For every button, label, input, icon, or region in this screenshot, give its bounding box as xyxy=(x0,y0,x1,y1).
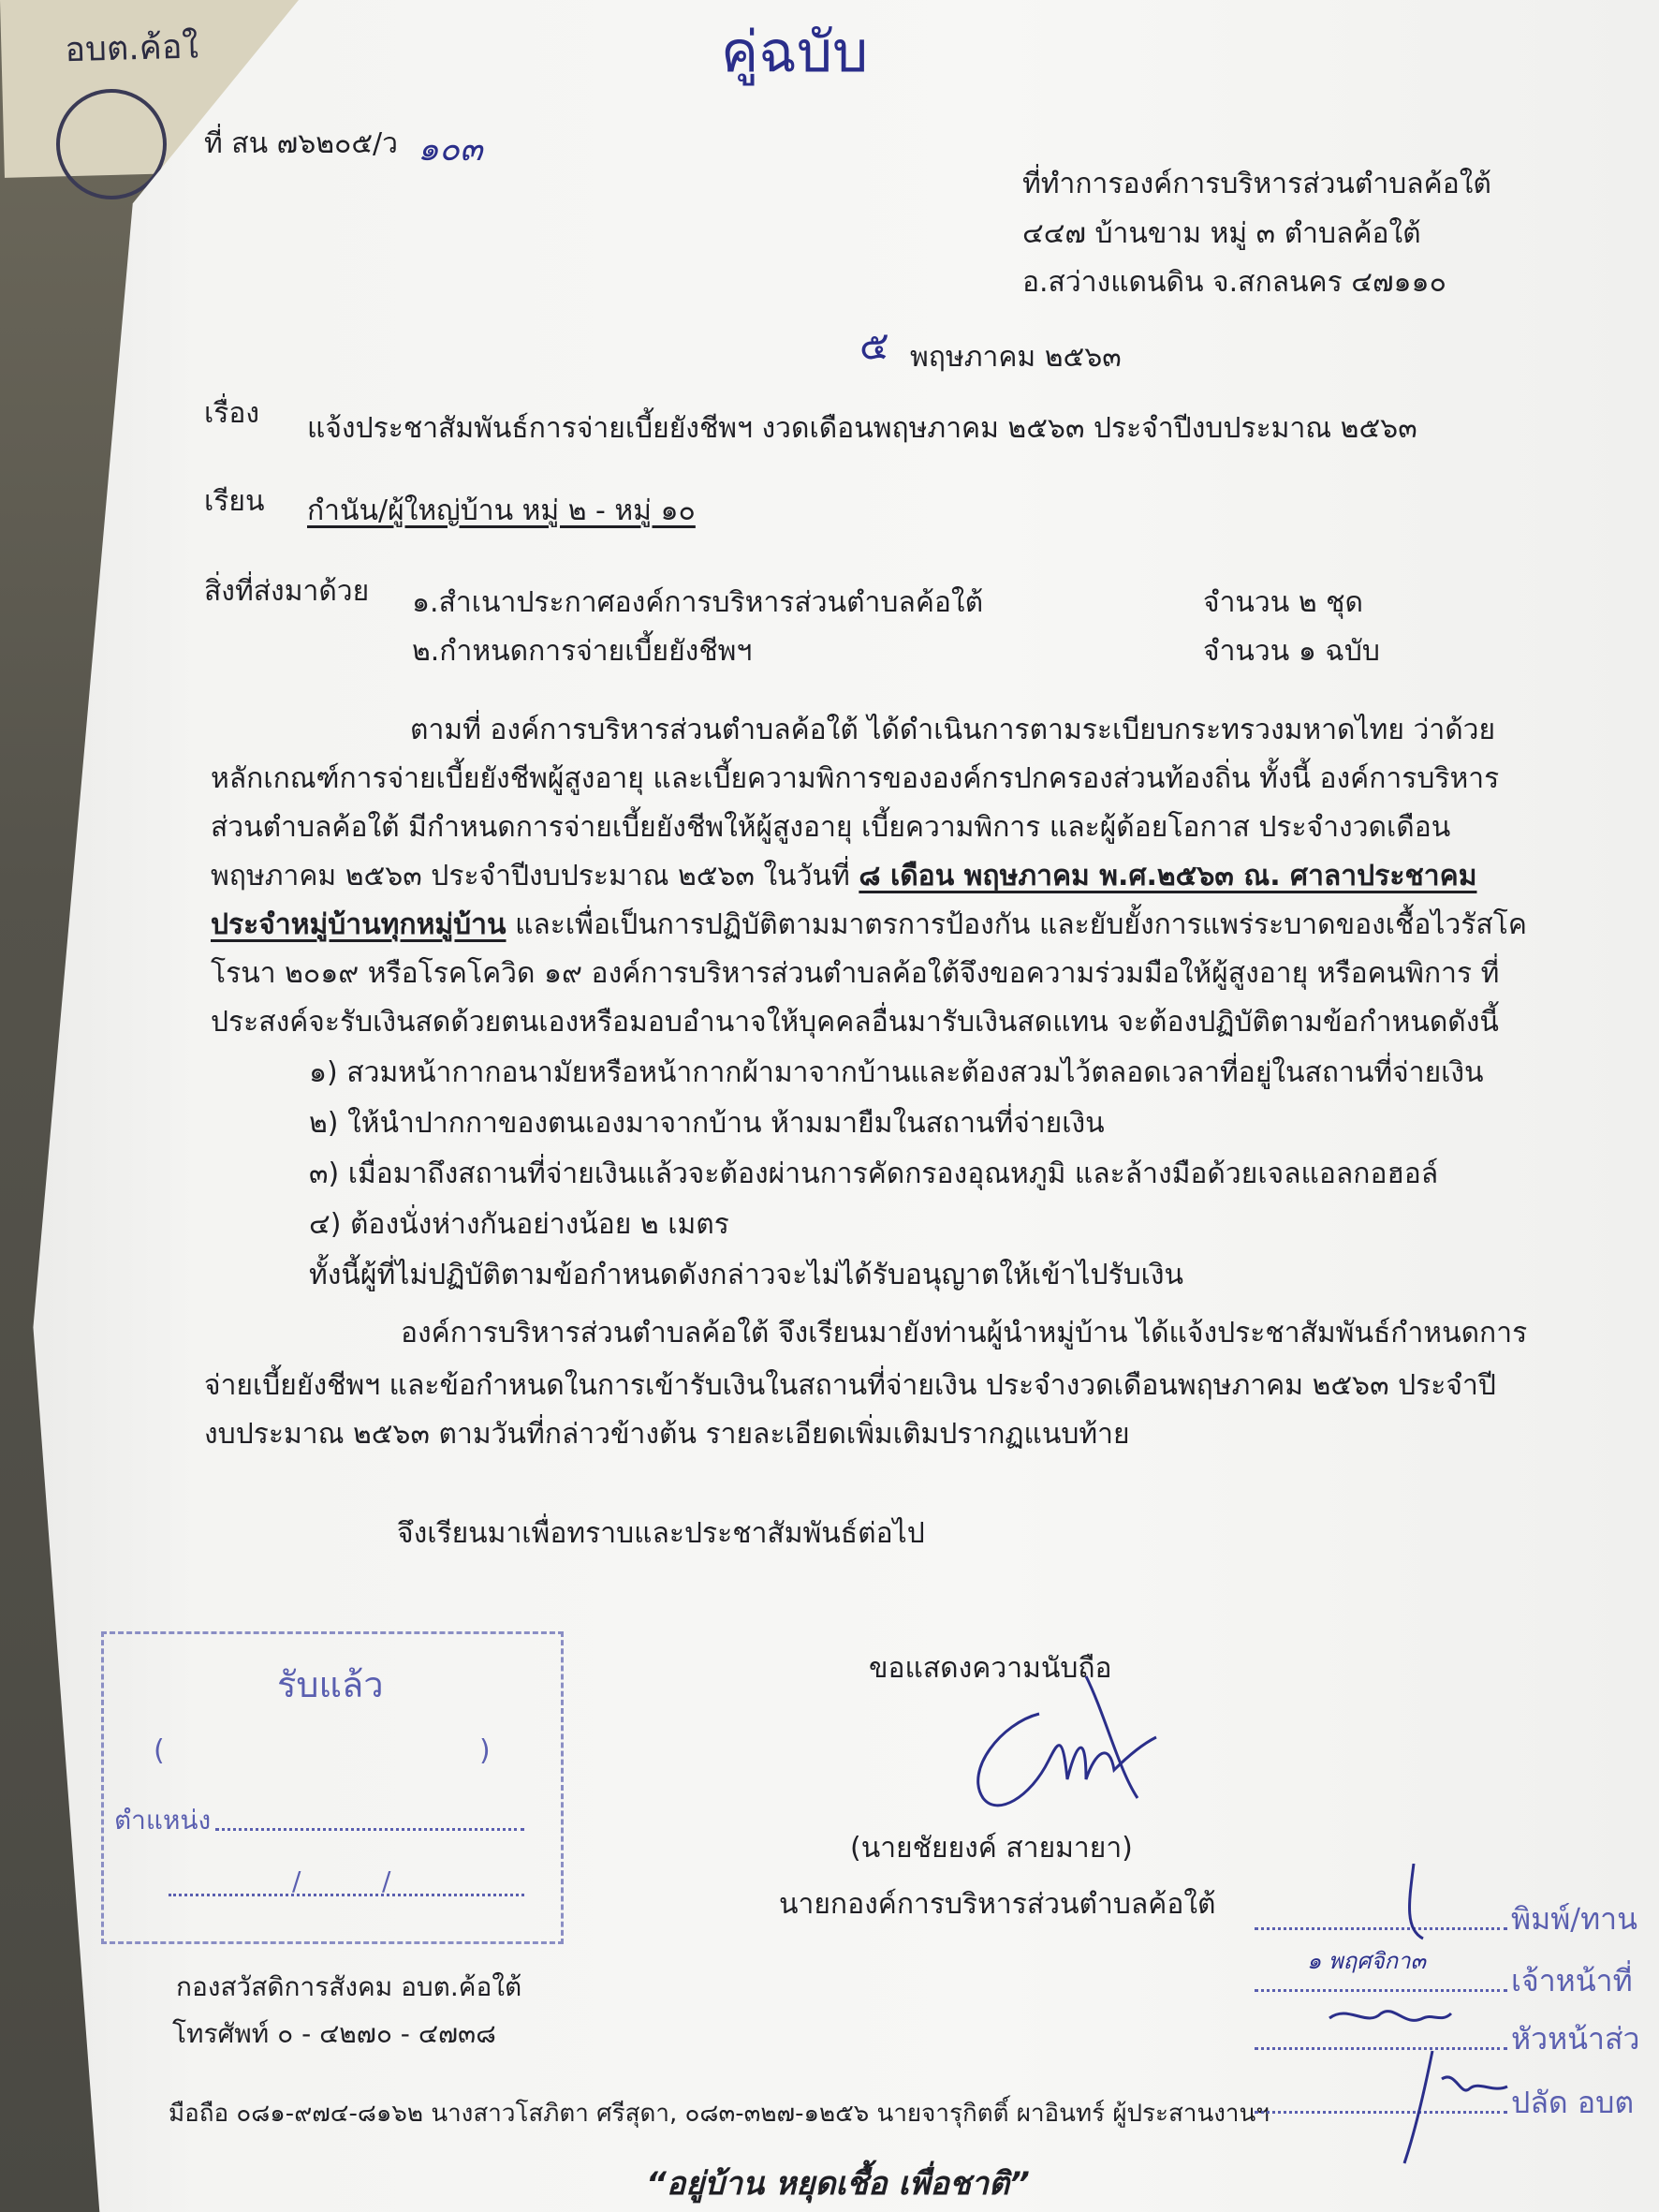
routing-label-officer: เจ้าหน้าที่ xyxy=(1511,1963,1633,1998)
received-stamp-date-slash-1: / xyxy=(292,1865,301,1896)
received-stamp-paren-close: ) xyxy=(479,1734,491,1767)
routing-handwritten-date: ๑ พฤศจิกา๓ xyxy=(1307,1948,1426,1974)
footer-mobile: มือถือ ๐๘๑-๙๗๔-๘๑๖๒ นางสาวโสภิตา ศรีสุดา, ๐๘๓-๓๒๗-๑๒๕๖ นายจารุกิตติ์ ผาอินทร์ ผู้ประสานงานฯ xyxy=(169,2100,1270,2128)
rule-2: ๒) ให้นำปากกาของตนเองมาจากบ้าน ห้ามมายืมในสถานที่จ่ายเงิน xyxy=(309,1107,1105,1140)
routing-initials-scribbles xyxy=(1292,1864,1517,2173)
body-line-4 xyxy=(211,854,1476,898)
routing-label-typist: พิมพ์/ทาน xyxy=(1511,1901,1637,1937)
address-line-2: ๔๔๗ บ้านขาม หมู่ ๓ ตำบลค้อใต้ xyxy=(1022,217,1421,250)
signatory-position: นายกองค์การบริหารส่วนตำบลค้อใต้ xyxy=(779,1888,1216,1921)
payment-date-location: ๘ เดือน พฤษภาคม พ.ศ.๒๕๖๓ ณ. ศาลาประชาคม xyxy=(859,860,1477,892)
enclosure-qty-2: จำนวน ๑ ฉบับ xyxy=(1203,635,1380,668)
signatory-name: (นายชัยยงค์ สายมายา) xyxy=(850,1832,1133,1865)
routing-label-clerk: ปลัด อบต xyxy=(1511,2085,1635,2120)
underlying-sheet-text: อบต.ค้อใ xyxy=(64,27,199,70)
payment-location-villages: ประจำหมู่บ้านทุกหมู่บ้าน xyxy=(211,908,507,941)
received-stamp-position-line xyxy=(215,1828,524,1831)
date-month-year: พฤษภาคม ๒๕๖๓ xyxy=(910,341,1122,374)
body-p2-line-2: จ่ายเบี้ยยังชีพฯ และข้อกำหนดในการเข้ารับเงินในสถานที่จ่ายเงิน ประจำงวดเดือนพฤษภาคม ๒๕๖๓ ประจำปี xyxy=(204,1369,1496,1402)
body-line-5-rest: และเพื่อเป็นการปฏิบัติตามมาตรการป้องกัน และยับยั้งการแพร่ระบาดของเชื้อไวรัสโค xyxy=(506,908,1527,941)
received-stamp-date-line xyxy=(169,1894,524,1896)
address-line-3: อ.สว่างแดนดิน จ.สกลนคร ๔๗๑๑๐ xyxy=(1022,266,1446,299)
footer-phone: โทรศัพท์ ๐ - ๔๒๗๐ - ๔๗๓๘ xyxy=(172,2018,496,2049)
rule-4: ๔) ต้องนั่งห่างกันอย่างน้อย ๒ เมตร xyxy=(309,1208,729,1241)
body-line-4-start: พฤษภาคม ๒๕๖๓ ประจำปีงบประมาณ ๒๕๖๓ ในวันที่ xyxy=(211,860,859,892)
body-line-2: หลักเกณฑ์การจ่ายเบี้ยยังชีพผู้สูงอายุ และเบี้ยความพิการขององค์กรปกครองส่วนท้องถิ่น ทั้งนี้ องค์การบริหาร xyxy=(211,762,1500,795)
received-stamp-paren-open: ( xyxy=(154,1734,165,1767)
document-copy-title: คู่ฉบับ xyxy=(721,20,869,85)
reference-number-handwritten: ๑๐๓ xyxy=(418,130,483,169)
subject-label: เรื่อง xyxy=(204,397,260,430)
footer-slogan: “อยู่บ้าน หยุดเชื้อ เพื่อชาติ” xyxy=(646,2165,1030,2203)
received-stamp-title: รับแล้ว xyxy=(277,1664,384,1705)
closing-request: จึงเรียนมาเพื่อทราบและประชาสัมพันธ์ต่อไป xyxy=(397,1517,925,1550)
body-line-6: โรนา ๒๐๑๙ หรือโรคโควิด ๑๙ องค์การบริหารส่วนตำบลค้อใต้จึงขอความร่วมมือให้ผู้สูงอายุ หรือคนพิการ ที่ xyxy=(211,957,1500,990)
body-line-3: ส่วนตำบลค้อใต้ มีกำหนดการจ่ายเบี้ยยังชีพให้ผู้สูงอายุ เบี้ยความพิการ และผู้ด้อยโอกาส ประจำงวดเดือน xyxy=(211,811,1451,844)
closing-regards: ขอแสดงความนับถือ xyxy=(869,1652,1112,1685)
body-line-5 xyxy=(211,903,1527,947)
subject-text: แจ้งประชาสัมพันธ์การจ่ายเบี้ยยังชีพฯ งวดเดือนพฤษภาคม ๒๕๖๓ ประจำปีงบประมาณ ๒๕๖๓ xyxy=(307,412,1417,445)
signature-scribble xyxy=(946,1658,1170,1826)
enclosures-label: สิ่งที่ส่งมาด้วย xyxy=(204,575,370,608)
reference-prefix: ที่ สน ๗๖๒๐๕/ว xyxy=(204,127,399,160)
enclosure-item-2: ๒.กำหนดการจ่ายเบี้ยยังชีพฯ xyxy=(412,635,753,668)
date-day-handwritten: ๕ xyxy=(859,322,889,368)
rule-1: ๑) สวมหน้ากากอนามัยหรือหน้ากากผ้ามาจากบ้านและต้องสวมไว้ตลอดเวลาที่อยู่ในสถานที่จ่ายเงิน xyxy=(309,1056,1484,1089)
rule-3: ๓) เมื่อมาถึงสถานที่จ่ายเงินแล้วจะต้องผ่านการคัดกรองอุณหภูมิ และล้างมือด้วยเจลแอลกอฮอล์ xyxy=(309,1158,1439,1190)
address-line-1: ที่ทำการองค์การบริหารส่วนตำบลค้อใต้ xyxy=(1022,168,1491,200)
recipient-label: เรียน xyxy=(204,485,265,518)
routing-label-head: หัวหน้าส่ว xyxy=(1511,2021,1640,2057)
rules-note: ทั้งนี้ผู้ที่ไม่ปฏิบัติตามข้อกำหนดดังกล่าวจะไม่ได้รับอนุญาตให้เข้าไปรับเงิน xyxy=(309,1259,1184,1291)
enclosure-qty-1: จำนวน ๒ ชุด xyxy=(1203,586,1363,619)
body-p2-line-1: องค์การบริหารส่วนตำบลค้อใต้ จึงเรียนมายังท่านผู้นำหมู่บ้าน ได้แจ้งประชาสัมพันธ์กำหนดการ xyxy=(401,1317,1528,1349)
recipient-text: กำนัน/ผู้ใหญ่บ้าน หมู่ ๒ - หมู่ ๑๐ xyxy=(307,494,696,527)
received-stamp-position-label: ตำแหน่ง xyxy=(114,1805,212,1836)
body-line-7: ประสงค์จะรับเงินสดด้วยตนเองหรือมอบอำนาจให้บุคคลอื่นมารับเงินสดแทน จะต้องปฏิบัติตามข้อกำหนดดังนี้ xyxy=(211,1006,1499,1039)
enclosure-item-1: ๑.สำเนาประกาศองค์การบริหารส่วนตำบลค้อใต้ xyxy=(412,586,984,619)
received-stamp-date-slash-2: / xyxy=(382,1865,391,1896)
body-line-1: ตามที่ องค์การบริหารส่วนตำบลค้อใต้ ได้ดำเนินการตามระเบียบกระทรวงมหาดไทย ว่าด้วย xyxy=(410,714,1496,746)
body-p2-line-3: งบประมาณ ๒๕๖๓ ตามวันที่กล่าวข้างต้น รายละเอียดเพิ่มเติมปรากฏแนบท้าย xyxy=(204,1418,1130,1451)
footer-department: กองสวัสดิการสังคม อบต.ค้อใต้ xyxy=(176,1971,522,2002)
